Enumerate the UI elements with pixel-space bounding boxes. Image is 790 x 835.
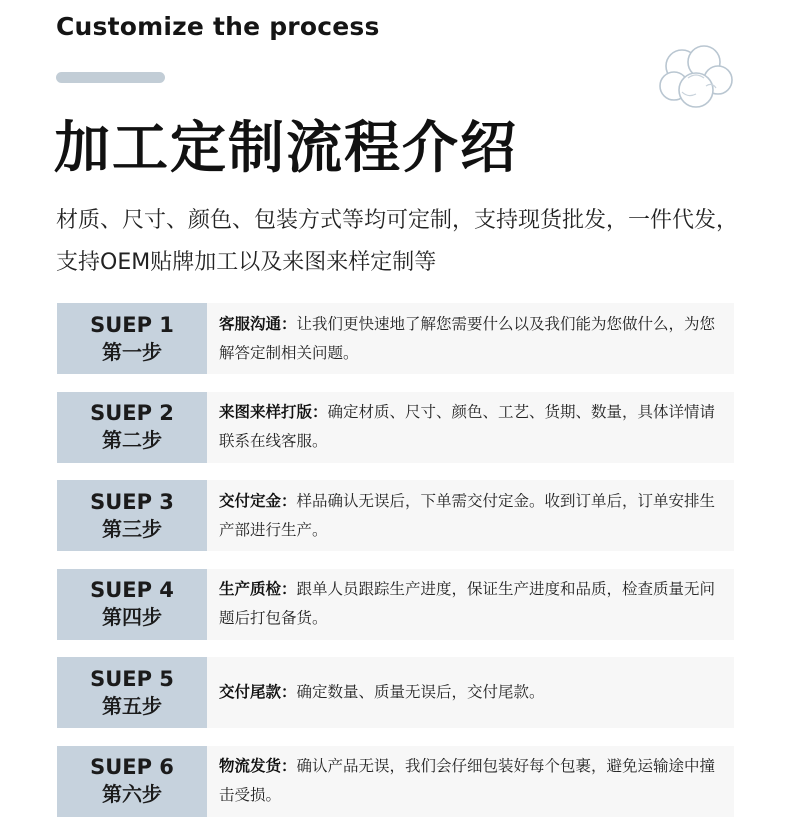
step-heading: 交付定金： (219, 491, 297, 510)
step-row (57, 303, 734, 374)
step-number: SUEP 4 (90, 578, 174, 603)
step-description (207, 657, 734, 728)
step-name: 第二步 (102, 428, 162, 453)
step-text: 让我们更快速地了解您需要什么以及我们能为您做什么，为您解答定制相关问题。 (219, 314, 716, 362)
step-number: SUEP 5 (90, 666, 174, 691)
step-name: 第三步 (102, 516, 162, 541)
decorative-pill (56, 72, 165, 83)
step-description (207, 480, 734, 551)
step-description (207, 392, 734, 463)
steps-list (57, 303, 734, 835)
step-description (207, 303, 734, 374)
step-row (57, 569, 734, 640)
step-row (57, 392, 734, 463)
step-name: 第五步 (102, 693, 162, 718)
step-text: 确认产品无误，我们会仔细包装好每个包裹，避免运输途中撞击受损。 (219, 757, 716, 805)
cotton-boll-icon (652, 40, 738, 116)
step-text: 确定材质、尺寸、颜色、工艺、货期、数量，具体详情请联系在线客服。 (219, 403, 716, 451)
step-heading: 生产质检： (219, 580, 297, 599)
step-description (207, 569, 734, 640)
step-text: 跟单人员跟踪生产进度，保证生产进度和品质，检查质量无问题后打包备货。 (219, 580, 716, 628)
step-heading: 交付尾款： (219, 683, 297, 702)
step-text: 确定数量、质量无误后，交付尾款。 (296, 683, 545, 702)
step-number: SUEP 2 (90, 401, 174, 426)
step-heading: 物流发货： (219, 757, 297, 776)
step-heading: 来图来样打版： (219, 403, 328, 422)
step-description (207, 746, 734, 817)
page-title: 加工定制流程介绍 (54, 116, 518, 181)
step-name: 第四步 (102, 605, 162, 630)
step-number: SUEP 1 (90, 312, 174, 337)
step-label (57, 657, 207, 728)
step-row (57, 657, 734, 728)
step-row (57, 746, 734, 817)
step-label (57, 569, 207, 640)
step-name: 第一步 (102, 339, 162, 364)
step-name: 第六步 (102, 782, 162, 807)
intro-paragraph: 材质、尺寸、颜色、包装方式等均可定制，支持现货批发，一件代发，支持OEM贴牌加工以及来图来样定制等 (56, 208, 739, 275)
step-label (57, 303, 207, 374)
step-text: 样品确认无误后，下单需交付定金。收到订单后，订单安排生产部进行生产。 (219, 491, 716, 539)
step-label (57, 392, 207, 463)
step-number: SUEP 3 (90, 489, 174, 514)
subtitle-en: Customize the process (56, 12, 380, 41)
step-heading: 客服沟通： (219, 314, 297, 333)
step-label (57, 746, 207, 817)
step-label (57, 480, 207, 551)
step-number: SUEP 6 (90, 755, 174, 780)
step-row (57, 480, 734, 551)
